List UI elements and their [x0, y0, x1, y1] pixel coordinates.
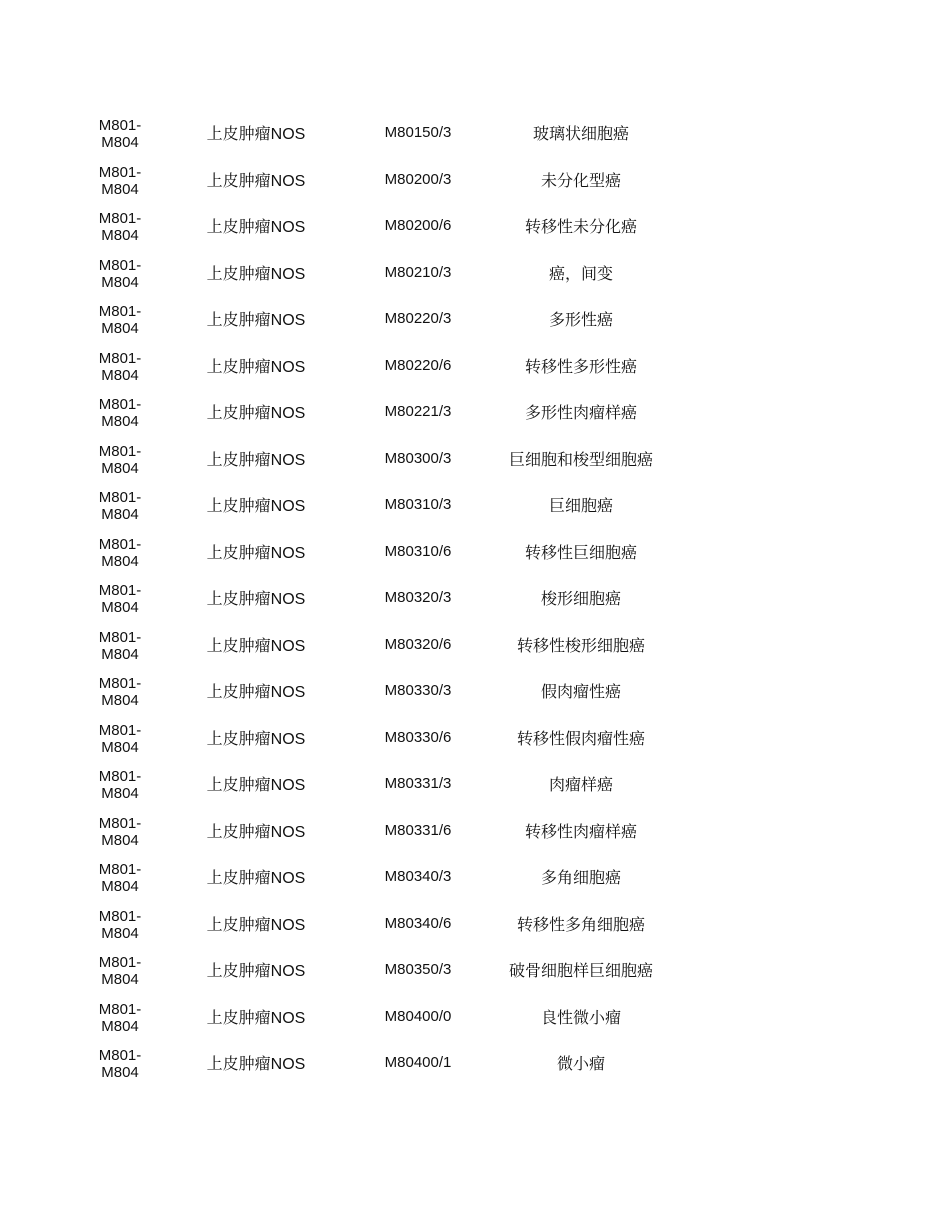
range-cell: [90, 443, 150, 477]
name-cell: 巨细胞和梭型细胞癌: [508, 451, 653, 469]
category-cell: 上皮肿瘤NOS: [206, 544, 306, 562]
range-end: M804: [101, 320, 139, 337]
range-end: M804: [101, 645, 139, 663]
table-row: [0, 535, 950, 582]
name-cell: 未分化型癌: [540, 172, 621, 190]
category-cell: 上皮肿瘤NOS: [206, 591, 306, 608]
name-cell: 转移性梭形细胞癌: [516, 637, 645, 655]
range-cell: [90, 815, 150, 849]
range-end: M804: [101, 227, 139, 244]
range-start: M801-: [98, 210, 142, 227]
range-cell: [90, 629, 150, 663]
range-end: M804: [101, 831, 139, 849]
range-cell: [90, 861, 150, 895]
range-start: M801-: [98, 814, 142, 832]
range-end: M804: [101, 459, 139, 477]
table-row: [0, 442, 950, 489]
range-cell: [90, 1047, 150, 1081]
category-cell: 上皮肿瘤NOS: [206, 126, 306, 143]
category-cell: 上皮肿瘤NOS: [206, 451, 306, 469]
name-cell: 转移性巨细胞癌: [524, 544, 637, 562]
range-start: M801-: [98, 628, 142, 646]
code-cell: M80200/6: [384, 217, 452, 234]
category-cell: 上皮肿瘤NOS: [206, 265, 306, 283]
table-row: [0, 488, 950, 535]
category-cell: 上皮肿瘤NOS: [206, 777, 306, 794]
category-cell: 上皮肿瘤NOS: [206, 1056, 306, 1073]
name-cell: 转移性肉瘤样癌: [524, 823, 637, 841]
category-cell: 上皮肿瘤NOS: [206, 405, 306, 422]
category-cell: 上皮肿瘤NOS: [206, 684, 306, 701]
range-start: M801-: [98, 303, 142, 320]
code-cell: M80340/3: [384, 868, 452, 885]
category-cell: 上皮肿瘤NOS: [206, 870, 306, 887]
code-cell: M80400/0: [384, 1007, 452, 1025]
range-end: M804: [101, 924, 139, 942]
range-start: M801-: [98, 861, 142, 878]
range-end: M804: [101, 971, 139, 988]
name-cell: 转移性未分化癌: [524, 219, 637, 236]
range-cell: [90, 768, 150, 802]
code-cell: M80310/6: [384, 542, 452, 560]
code-cell: M80340/6: [384, 914, 452, 932]
range-start: M801-: [98, 535, 142, 553]
name-cell: 转移性多形性癌: [524, 358, 637, 376]
table-row: [0, 395, 950, 442]
range-start: M801-: [98, 768, 142, 785]
range-end: M804: [101, 785, 139, 802]
code-cell: M80331/6: [384, 821, 452, 839]
code-cell: M80350/3: [384, 961, 452, 978]
code-cell: M80200/3: [384, 170, 452, 188]
range-start: M801-: [98, 675, 142, 692]
category-cell: 上皮肿瘤NOS: [206, 637, 306, 655]
range-end: M804: [101, 506, 139, 523]
range-end: M804: [101, 599, 139, 616]
code-cell: M80220/6: [384, 356, 452, 374]
category-cell: 上皮肿瘤NOS: [206, 1009, 306, 1027]
table-row: [0, 674, 950, 721]
name-cell: 多形性癌: [548, 312, 613, 329]
table-row: [0, 907, 950, 954]
table-row: [0, 953, 950, 1000]
name-cell: 转移性假肉瘤性癌: [516, 730, 645, 748]
range-cell: [90, 722, 150, 756]
range-cell: [90, 350, 150, 384]
category-cell: 上皮肿瘤NOS: [206, 498, 306, 515]
category-cell: 上皮肿瘤NOS: [206, 963, 306, 980]
table-row: [0, 1046, 950, 1093]
code-cell: M80221/3: [384, 403, 452, 420]
range-end: M804: [101, 1064, 139, 1081]
category-cell: 上皮肿瘤NOS: [206, 312, 306, 329]
range-cell: [90, 257, 150, 291]
table-row: [0, 209, 950, 256]
table-row: [0, 1000, 950, 1047]
range-start: M801-: [98, 954, 142, 971]
range-cell: [90, 489, 150, 523]
name-cell: 多形性肉瘤样癌: [524, 405, 637, 422]
name-cell: 假肉瘤性癌: [540, 684, 621, 701]
code-cell: M80210/3: [384, 263, 452, 281]
range-start: M801-: [98, 117, 142, 134]
range-end: M804: [101, 413, 139, 430]
range-start: M801-: [98, 442, 142, 460]
name-cell: 破骨细胞样巨细胞癌: [508, 963, 653, 980]
range-end: M804: [101, 738, 139, 756]
range-cell: [90, 396, 150, 430]
code-cell: M80330/3: [384, 682, 452, 699]
range-cell: [90, 582, 150, 616]
range-end: M804: [101, 878, 139, 895]
range-cell: [90, 1001, 150, 1035]
range-cell: [90, 675, 150, 709]
table-row: [0, 721, 950, 768]
range-start: M801-: [98, 349, 142, 367]
code-cell: M80331/3: [384, 775, 452, 792]
range-cell: [90, 536, 150, 570]
code-cell: M80330/6: [384, 728, 452, 746]
range-start: M801-: [98, 721, 142, 739]
name-cell: 巨细胞癌: [548, 498, 613, 515]
range-end: M804: [101, 134, 139, 151]
table-row: [0, 163, 950, 210]
range-start: M801-: [98, 1000, 142, 1018]
range-cell: [90, 210, 150, 244]
range-start: M801-: [98, 163, 142, 181]
code-cell: M80310/3: [384, 496, 452, 513]
category-cell: 上皮肿瘤NOS: [206, 823, 306, 841]
category-cell: 上皮肿瘤NOS: [206, 219, 306, 236]
range-end: M804: [101, 180, 139, 198]
range-start: M801-: [98, 489, 142, 506]
range-start: M801-: [98, 1047, 142, 1064]
category-cell: 上皮肿瘤NOS: [206, 916, 306, 934]
table-row: [0, 302, 950, 349]
range-end: M804: [101, 552, 139, 570]
name-cell: 多角细胞癌: [540, 870, 621, 887]
name-cell: 梭形细胞癌: [540, 591, 621, 608]
name-cell: 微小瘤: [556, 1056, 605, 1073]
table-row: [0, 767, 950, 814]
morphology-code-table: [0, 116, 950, 1093]
table-row: [0, 860, 950, 907]
table-row: [0, 256, 950, 303]
range-cell: [90, 303, 150, 337]
category-cell: 上皮肿瘤NOS: [206, 358, 306, 376]
range-cell: [90, 117, 150, 151]
table-row: [0, 628, 950, 675]
code-cell: M80220/3: [384, 310, 452, 327]
name-cell: 良性微小瘤: [540, 1009, 621, 1027]
range-end: M804: [101, 366, 139, 384]
range-end: M804: [101, 273, 139, 291]
table-row: [0, 116, 950, 163]
table-row: [0, 814, 950, 861]
range-start: M801-: [98, 582, 142, 599]
code-cell: M80400/1: [384, 1054, 452, 1071]
code-cell: M80320/6: [384, 635, 452, 653]
range-cell: [90, 908, 150, 942]
range-start: M801-: [98, 396, 142, 413]
name-cell: 转移性多角细胞癌: [516, 916, 645, 934]
category-cell: 上皮肿瘤NOS: [206, 172, 306, 190]
range-start: M801-: [98, 256, 142, 274]
code-cell: M80150/3: [384, 124, 452, 141]
code-cell: M80300/3: [384, 449, 452, 467]
category-cell: 上皮肿瘤NOS: [206, 730, 306, 748]
code-cell: M80320/3: [384, 589, 452, 606]
range-cell: [90, 164, 150, 198]
range-end: M804: [101, 692, 139, 709]
name-cell: 癌，间变: [548, 265, 613, 283]
name-cell: 玻璃状细胞癌: [532, 126, 629, 143]
table-row: [0, 581, 950, 628]
table-row: [0, 349, 950, 396]
range-start: M801-: [98, 907, 142, 925]
range-end: M804: [101, 1017, 139, 1035]
name-cell: 肉瘤样癌: [548, 777, 613, 794]
range-cell: [90, 954, 150, 988]
